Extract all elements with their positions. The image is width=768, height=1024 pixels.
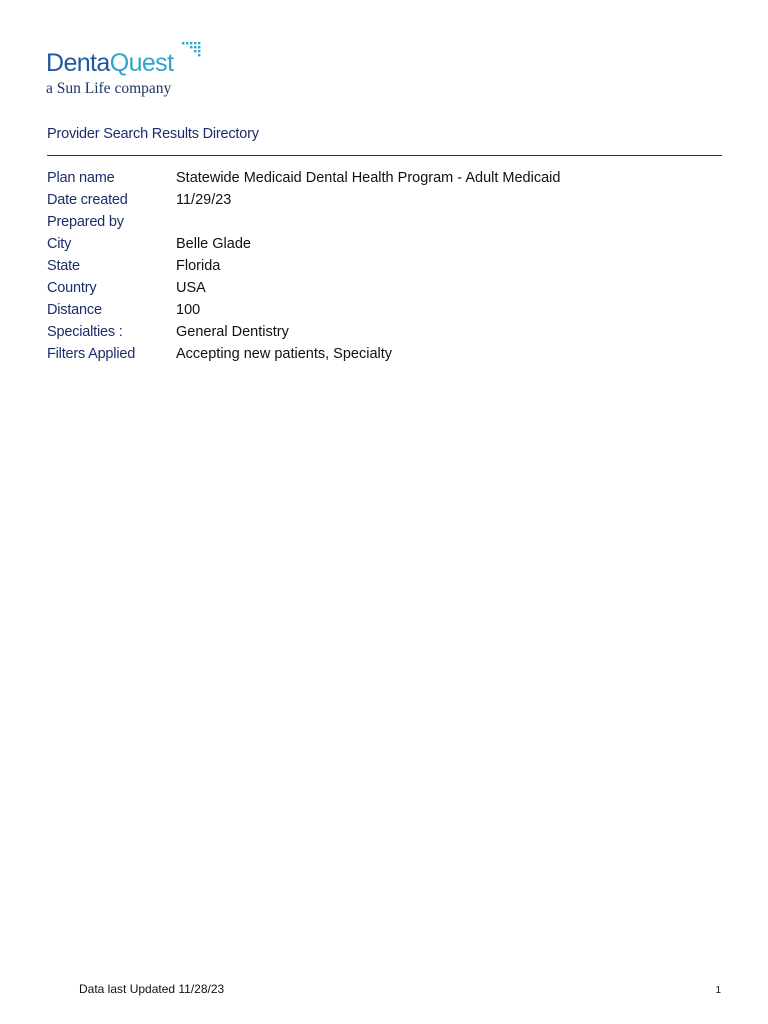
footer-data-updated: Data last Updated 11/28/23	[79, 982, 225, 996]
detail-value: 11/29/23	[176, 192, 232, 208]
detail-row-country	[47, 277, 722, 299]
detail-label: Country	[47, 280, 97, 296]
detail-label: Prepared by	[47, 214, 124, 230]
detail-label: Plan name	[47, 170, 115, 186]
logo-word-denta: Denta	[46, 49, 110, 77]
detail-row-city	[47, 233, 722, 255]
detail-row-filters-applied	[47, 343, 722, 365]
detail-value: Accepting new patients, Specialty	[176, 346, 393, 362]
detail-label: City	[47, 236, 72, 252]
detail-row-distance	[47, 299, 722, 321]
detail-label: Distance	[47, 302, 102, 318]
logo-tagline: a Sun Life company	[46, 80, 172, 97]
detail-label: Date created	[47, 192, 128, 208]
detail-row-plan-name	[47, 167, 722, 189]
logo-wordmark	[46, 48, 173, 78]
detail-value: Statewide Medicaid Dental Health Program - Adult Medicaid	[176, 170, 561, 186]
title-divider	[47, 155, 722, 156]
detail-row-date-created	[47, 189, 722, 211]
detail-row-prepared-by	[47, 211, 722, 233]
search-details	[47, 167, 722, 365]
page-number: 1	[715, 985, 721, 996]
detail-label: Specialties :	[47, 324, 123, 340]
detail-label: State	[47, 258, 80, 274]
detail-row-state	[47, 255, 722, 277]
dentaquest-logo	[46, 42, 216, 102]
logo-dots-icon	[182, 42, 204, 62]
detail-value: Florida	[176, 258, 221, 274]
detail-label: Filters Applied	[47, 346, 136, 362]
detail-row-specialties	[47, 321, 722, 343]
detail-value: General Dentistry	[176, 324, 289, 340]
detail-value: Belle Glade	[176, 236, 251, 252]
logo-word-quest: Quest	[109, 49, 174, 77]
detail-value: 100	[176, 302, 201, 318]
detail-value: USA	[176, 280, 206, 296]
document-title: Provider Search Results Directory	[47, 126, 259, 142]
